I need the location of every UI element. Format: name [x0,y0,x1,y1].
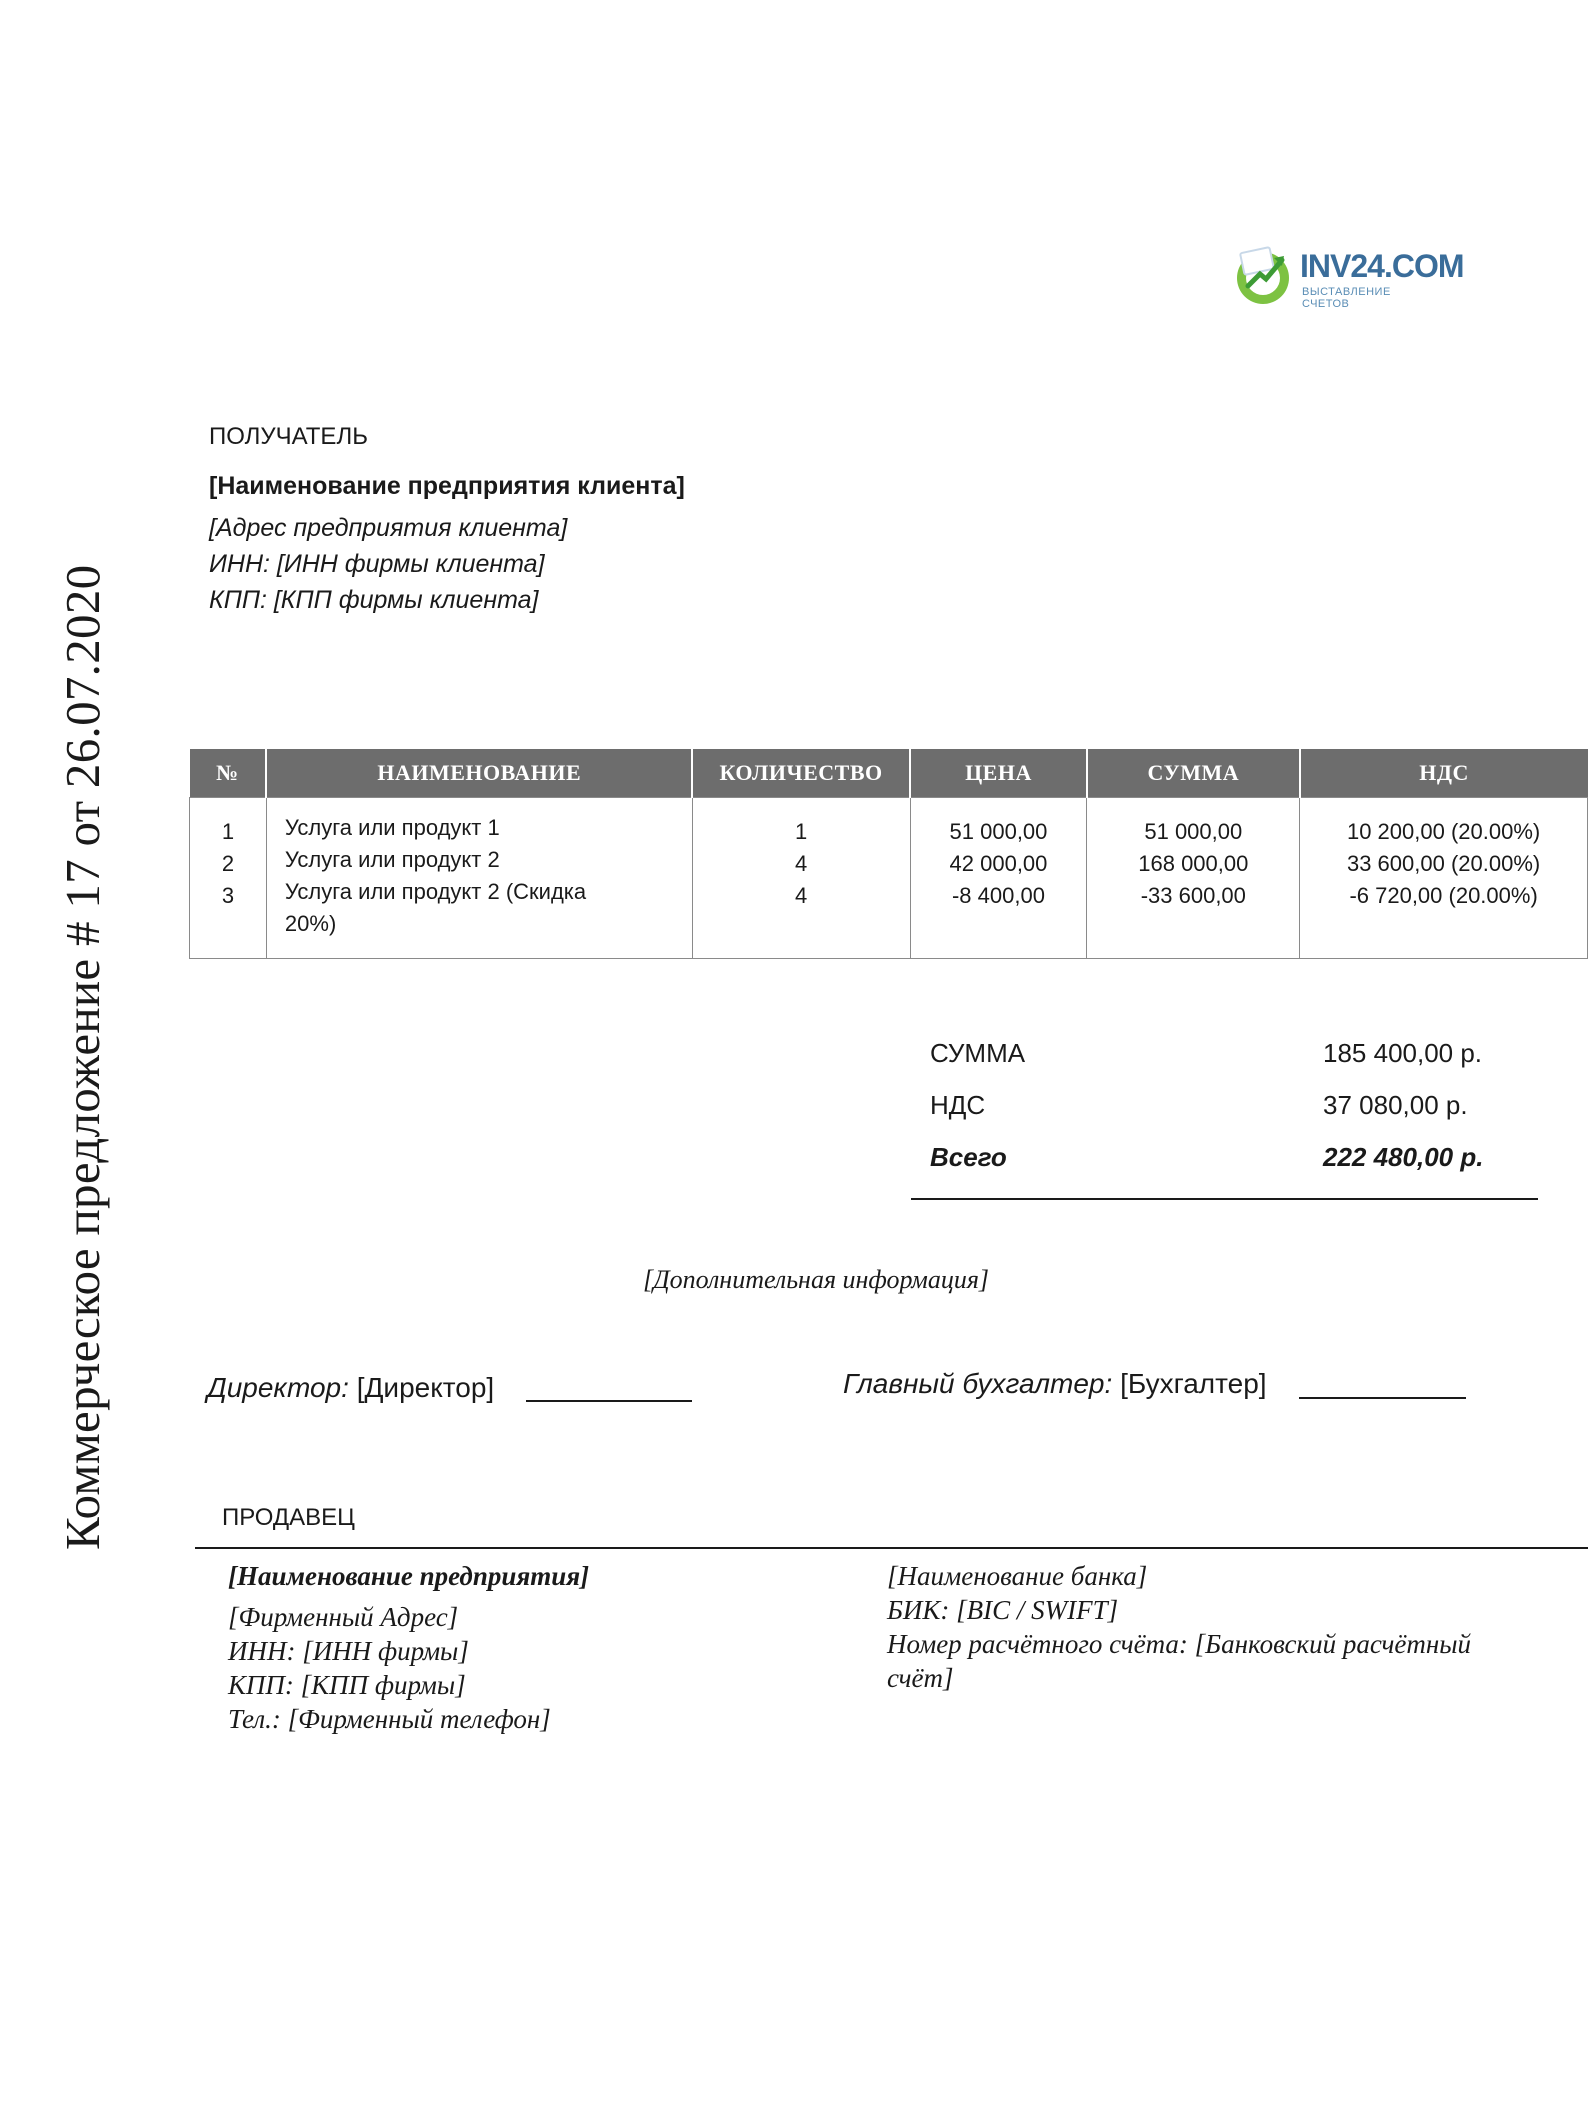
seller-phone: Тел.: [Фирменный телефон] [228,1704,551,1734]
sum-3: -33 600,00 [1140,883,1246,908]
number-3: 3 [221,883,235,908]
sum-value: 185 400,00 р. [1323,1038,1483,1068]
quantity-2: 4 [794,851,808,876]
item-name-3: Услуга или продукт 2 (Скидка [284,879,587,904]
sum-label: СУММА [930,1038,1026,1068]
vat-2: 33 600,00 (20.00%) [1346,851,1541,876]
totals-divider [911,1198,1538,1200]
table-row [190,798,1588,959]
items-table [189,749,1588,959]
header-quantity: КОЛИЧЕСТВО [692,749,910,798]
document-title: Коммерческое предложение # 17 от 26.07.2020 [55,564,110,1550]
seller-kpp: КПП: [КПП фирмы] [228,1670,466,1700]
vat-1: 10 200,00 (20.00%) [1346,819,1541,844]
seller-heading: ПРОДАВЕЦ [222,1504,355,1531]
cell-vat [1300,798,1588,959]
logo-text: INV24.COM [1300,248,1464,284]
table-header-row [190,749,1588,798]
director-value: [Директор] [356,1372,495,1403]
item-name-3-cont: 20%) [284,911,337,936]
header-name: НАИМЕНОВАНИЕ [266,749,692,798]
recipient-address: [Адрес предприятия клиента] [209,514,568,542]
quantity-3: 4 [794,883,808,908]
accountant-value: [Бухгалтер] [1120,1368,1267,1399]
recipient-inn: ИНН: [ИНН фирмы клиента] [209,550,545,578]
vat-3: -6 720,00 (20.00%) [1349,883,1538,908]
bank-name: [Наименование банка] [887,1561,1148,1591]
header-sum: СУММА [1087,749,1300,798]
price-3: -8 400,00 [951,883,1045,908]
cell-prices [910,798,1087,959]
bank-bik: БИК: [BIC / SWIFT] [887,1595,1119,1625]
accountant-label: Главный бухгалтер: [843,1368,1113,1399]
sum-1: 51 000,00 [1144,819,1243,844]
logo-icon [1230,242,1296,308]
seller-inn: ИНН: [ИНН фирмы] [228,1636,469,1666]
total-value: 222 480,00 р. [1323,1142,1484,1172]
vat-value: 37 080,00 р. [1323,1090,1468,1120]
additional-info: [Дополнительная информация] [642,1265,990,1294]
company-logo [1230,242,1464,312]
number-1: 1 [221,819,235,844]
recipient-name: [Наименование предприятия клиента] [209,472,685,500]
cell-numbers [190,798,267,959]
number-2: 2 [221,851,235,876]
bank-account: Номер расчётного счёта: [Банковский расчётный [887,1629,1471,1659]
seller-name: [Наименование предприятия] [228,1561,590,1591]
total-label: Всего [930,1142,1007,1172]
director-signature [207,1372,494,1404]
cell-sums [1087,798,1300,959]
accountant-signature-line [1299,1397,1466,1399]
seller-divider [195,1547,1588,1549]
item-name-2: Услуга или продукт 2 [284,847,500,872]
header-vat: НДС [1300,749,1588,798]
recipient-kpp: КПП: [КПП фирмы клиента] [209,586,539,614]
price-2: 42 000,00 [949,851,1048,876]
accountant-signature [843,1368,1267,1400]
logo-subtitle: ВЫСТАВЛЕНИЕ СЧЕТОВ [1302,286,1391,310]
price-1: 51 000,00 [949,819,1048,844]
recipient-heading: ПОЛУЧАТЕЛЬ [209,423,368,450]
vat-label: НДС [930,1090,986,1120]
quantity-1: 1 [794,819,808,844]
item-name-1: Услуга или продукт 1 [284,815,500,840]
header-number: № [190,749,267,798]
director-label: Директор: [207,1372,349,1403]
cell-names [266,798,692,959]
bank-account-cont: счёт] [887,1663,954,1693]
sum-2: 168 000,00 [1138,851,1249,876]
cell-quantities [692,798,910,959]
director-signature-line [526,1400,692,1402]
seller-address: [Фирменный Адрес] [228,1602,459,1632]
header-price: ЦЕНА [910,749,1087,798]
